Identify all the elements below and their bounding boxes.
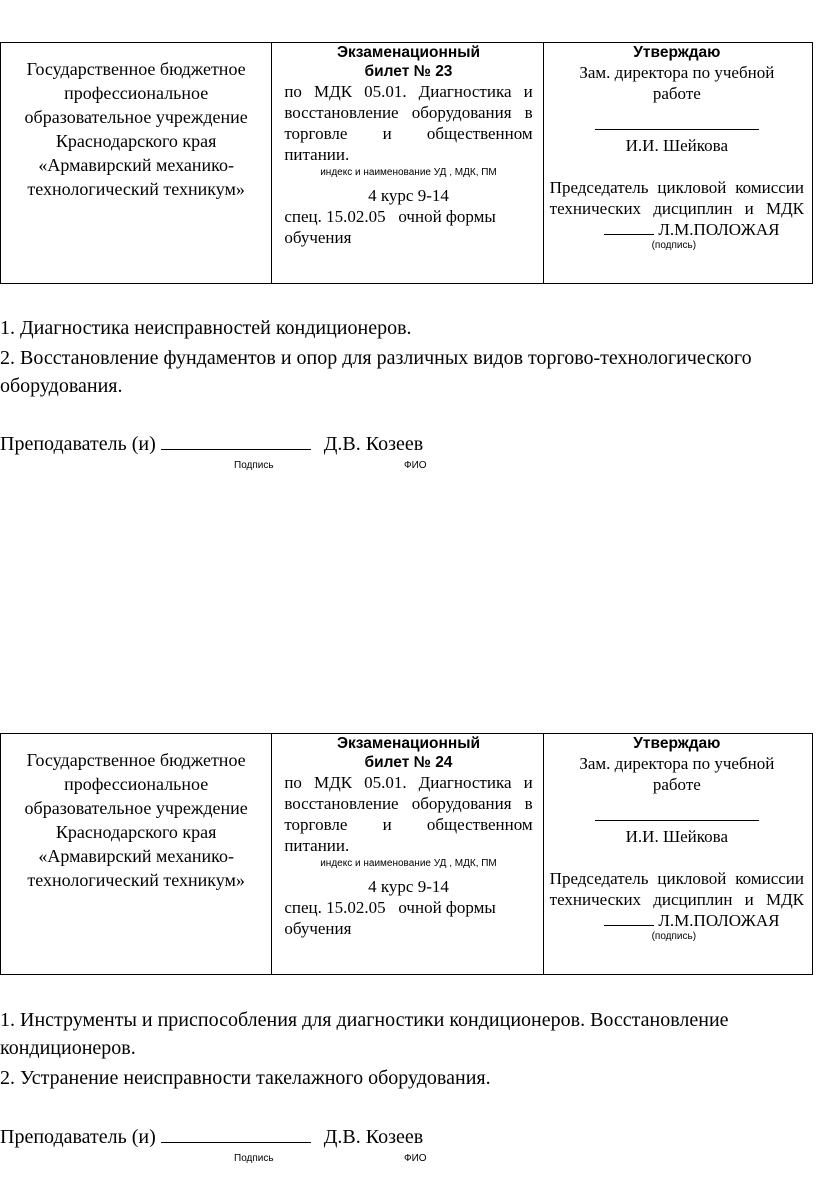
sign-note: (подпись) <box>651 931 697 942</box>
approve-title: Утверждаю <box>633 735 721 752</box>
signature-line <box>604 234 654 235</box>
question-2: 2. Устранение неисправности такелажного оборудования. <box>0 1067 491 1089</box>
signature-line <box>161 449 311 450</box>
ticket-header-table <box>0 42 813 284</box>
ticket-info-cell <box>272 734 543 974</box>
signature-caption: Подпись <box>234 1153 274 1164</box>
teacher-name: Д.В. Козеев <box>323 1126 424 1148</box>
question-2: 2. Восстановление фундаментов и опор для различных видов торгово-технологического оборудования. <box>0 347 752 397</box>
signature-line <box>604 925 654 926</box>
ticket-header-table <box>0 733 813 975</box>
approval-cell <box>544 734 812 974</box>
signature-line <box>595 129 759 130</box>
teacher-label: Преподаватель (и) <box>0 433 156 455</box>
approve-role: Зам. директора по учебной работе <box>579 63 775 103</box>
signature-line <box>161 1142 311 1143</box>
mdk-description: по МДК 05.01. Диагностика и восстановление оборудования в торговле и общественном питании. <box>284 773 533 855</box>
chair-text: Председатель цикловой комиссии технических дисциплин и МДК <box>549 178 804 218</box>
teacher-label: Преподаватель (и) <box>0 1126 156 1148</box>
approve-name: И.И. Шейкова <box>625 827 728 846</box>
teacher-signature-row <box>0 1125 423 1149</box>
signature-line <box>595 820 759 821</box>
approval-cell <box>544 43 812 283</box>
exam-title: Экзаменационный <box>337 735 480 752</box>
fio-caption: ФИО <box>404 460 427 471</box>
approve-role: Зам. директора по учебной работе <box>579 754 775 794</box>
signature-caption: Подпись <box>234 460 274 471</box>
index-note: индекс и наименование УД , МДК, ПМ <box>320 858 497 869</box>
organization-name: Государственное бюджетное профессиональное образовательное учреждение Краснодарского края «Армавирский механико-технологический техникум» <box>1 734 272 974</box>
teacher-signature-row <box>0 432 423 456</box>
sign-note: (подпись) <box>651 240 697 251</box>
fio-caption: ФИО <box>404 1153 427 1164</box>
organization-name: Государственное бюджетное профессиональное образовательное учреждение Краснодарского края «Армавирский механико-технологический техникум» <box>1 43 272 283</box>
ticket-info-cell <box>272 43 543 283</box>
chair-name: Л.М.ПОЛОЖАЯ <box>658 911 780 930</box>
chair-text: Председатель цикловой комиссии технических дисциплин и МДК <box>549 869 804 909</box>
specialty: спец. 15.02.05 очной формы обучения <box>284 207 501 247</box>
mdk-description: по МДК 05.01. Диагностика и восстановление оборудования в торговле и общественном питании. <box>284 82 533 164</box>
chair-name: Л.М.ПОЛОЖАЯ <box>658 220 780 239</box>
teacher-name: Д.В. Козеев <box>323 433 424 455</box>
approve-name: И.И. Шейкова <box>625 136 728 155</box>
exam-title: Экзаменационный <box>337 44 480 61</box>
specialty: спец. 15.02.05 очной формы обучения <box>284 898 501 938</box>
question-1: 1. Диагностика неисправностей кондиционеров. <box>0 317 412 339</box>
index-note: индекс и наименование УД , МДК, ПМ <box>320 167 497 178</box>
question-1: 1. Инструменты и приспособления для диагностики кондиционеров. Восстановление кондиционеров. <box>0 1009 729 1059</box>
approve-title: Утверждаю <box>633 44 721 61</box>
ticket-number: билет № 23 <box>364 63 453 80</box>
course: 4 курс 9-14 <box>368 877 449 896</box>
course: 4 курс 9-14 <box>368 186 449 205</box>
ticket-number: билет № 24 <box>364 754 453 771</box>
